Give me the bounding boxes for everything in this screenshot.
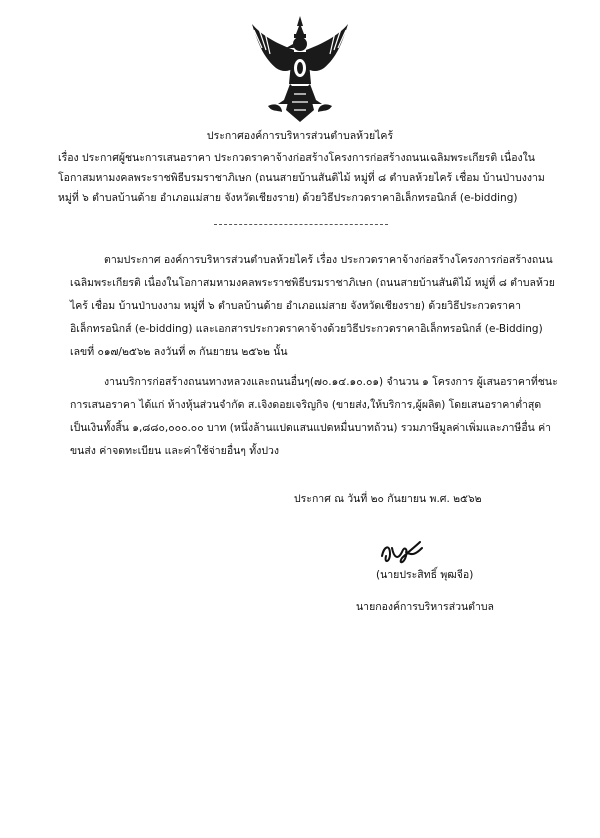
garuda-emblem-icon <box>248 14 352 126</box>
signer-name: (นายประสิทธิ์ พุฒจีอ) <box>376 569 474 581</box>
paragraph-winner: งานบริการก่อสร้างถนนทางหลวงและถนนอื่นๆ(๗๐.๑๔.๑๐.๐๑) จำนวน ๑ โครงการ ผู้เสนอราคาที่ชนะการเสนอราคา ได้แก่ ห้างหุ้นส่วนจำกัด ส.เจิงดอยเจริญกิจ (ขายส่ง,ให้บริการ,ผู้ผลิต) โดยเสนอราคาต่ำสุด เป็นเงินทั้งสิ้น ๑,๘๘๐,๐๐๐.๐๐ บาท (หนึ่งล้านแปดแสนแปดหมื่นบาทถ้วน) รวมภาษีมูลค่าเพิ่มและภาษีอื่น ค่าขนส่ง ค่าจดทะเบียน และค่าใช้จ่ายอื่นๆ ทั้งปวง <box>70 376 558 457</box>
announcement-date: ประกาศ ณ วันที่ ๒๐ กันยายน พ.ศ. ๒๕๖๒ <box>294 493 482 505</box>
paragraph-reference: ตามประกาศ องค์การบริหารส่วนตำบลห้วยไคร้ เรื่อง ประกวดราคาจ้างก่อสร้างโครงการก่อสร้างถนนเฉลิมพระเกียรติ เนื่องในโอกาสมหามงคลพระราชพิธีบรมราชาภิเษก (ถนนสายบ้านสันติไม้ หมู่ที่ ๘ ตำบลห้วยไคร้ เชื่อม บ้านป่าบงงาม หมู่ที่ ๖ ตำบลบ้านด้าย อำเภอแม่สาย จังหวัดเชียงราย) ด้วยวิธีประกวดราคาอิเล็กทรอนิกส์ (e-bidding) และเอกสารประกวดราคาจ้างด้วยวิธีประกวดราคาอิเล็กทรอนิกส์ (e-Bidding) เลขที่ ๐๑๗/๒๕๖๒ ลงวันที่ ๓ กันยายน ๒๕๖๒ นั้น <box>70 254 555 358</box>
document-subject: เรื่อง ประกาศผู้ชนะการเสนอราคา ประกวดราคาจ้างก่อสร้างโครงการก่อสร้างถนนเฉลิมพระเกียรติ เนื่องในโอกาสมหามงคลพระราชพิธีบรมราชาภิเษก (ถนนสายบ้านสันติไม้ หมู่ที่ ๘ ตำบลห้วยไคร้ เชื่อม บ้านป่าบงงาม หมู่ที่ ๖ ตำบลบ้านด้าย อำเภอแม่สาย จังหวัดเชียงราย) ด้วยวิธีประกวดราคาอิเล็กทรอนิกส์ (e-bidding) <box>58 152 545 204</box>
document-title: ประกาศองค์การบริหารส่วนตำบลห้วยไคร้ <box>206 130 394 142</box>
signer-position: นายกองค์การบริหารส่วนตำบล <box>356 601 494 613</box>
divider <box>214 224 388 225</box>
